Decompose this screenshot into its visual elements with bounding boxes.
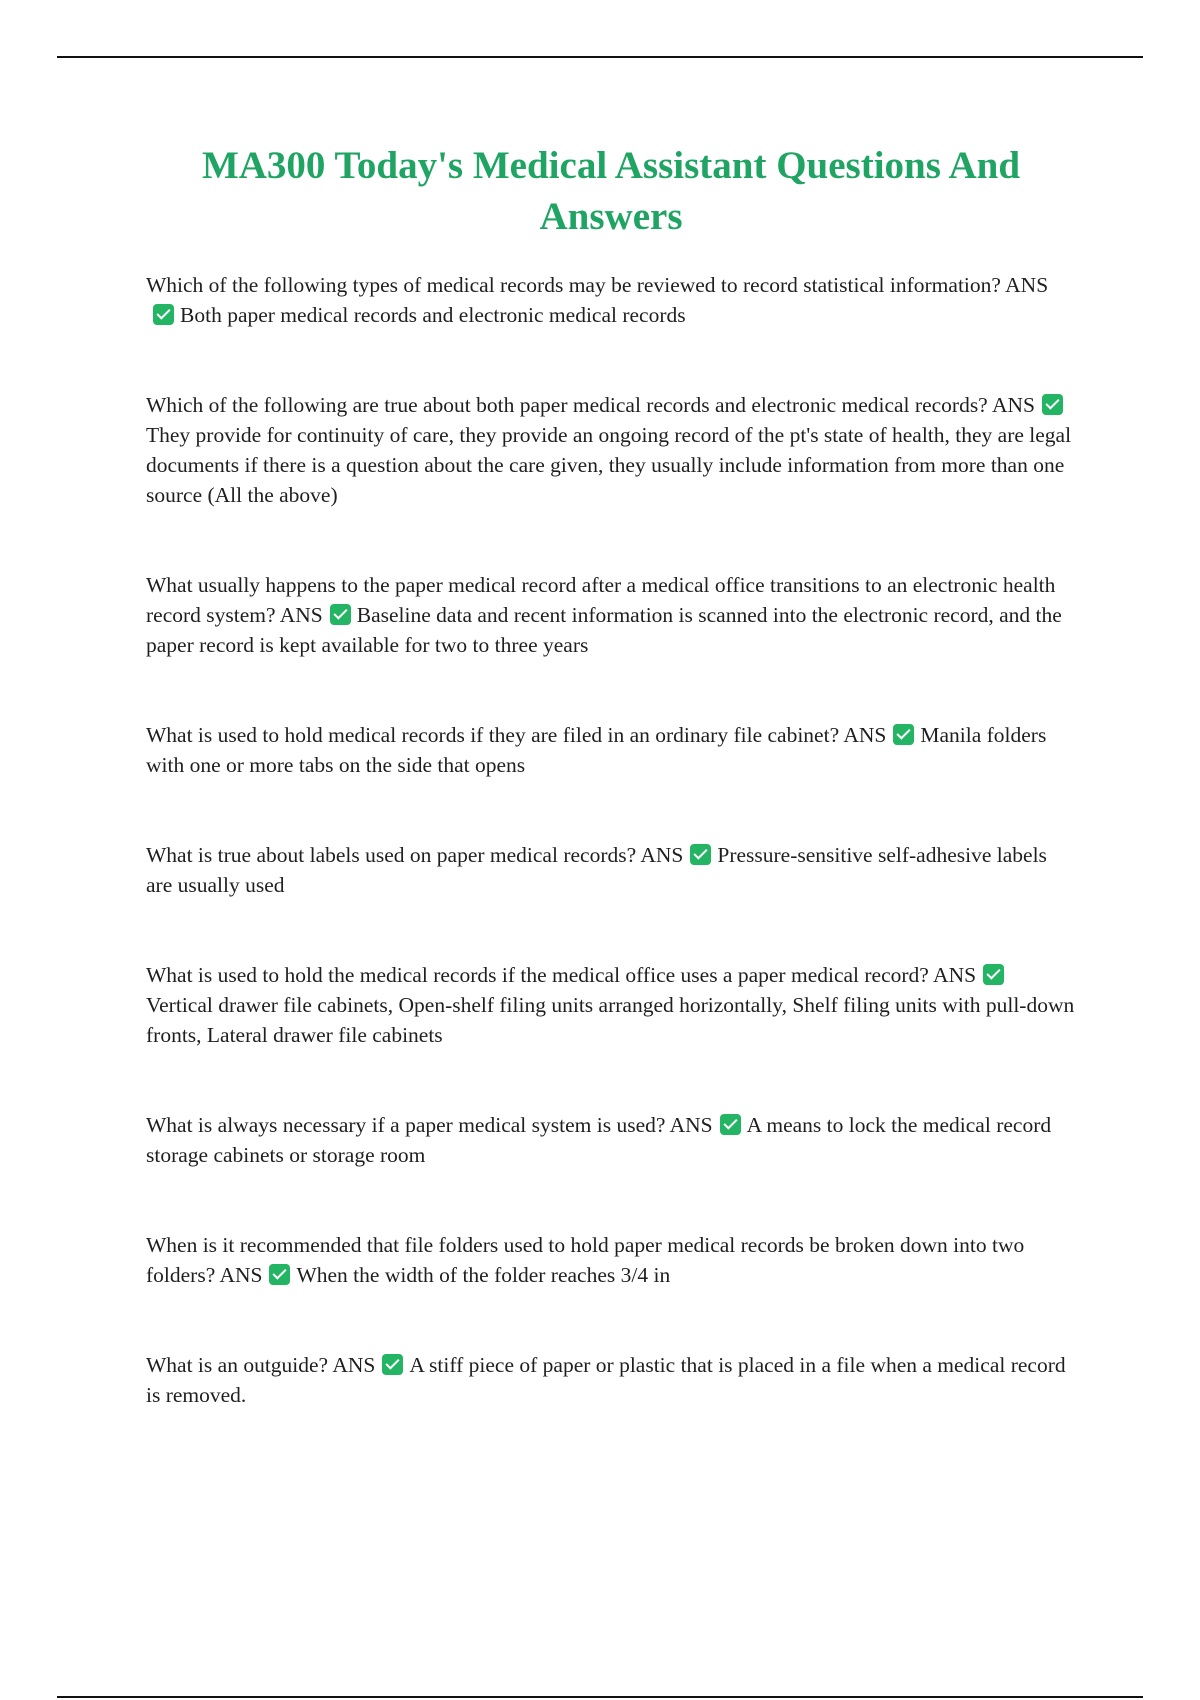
answer-marker: ANS bbox=[669, 1113, 713, 1137]
answer-text: A stiff piece of paper or plastic that is placed in a file when a medical record is removed. bbox=[146, 1353, 1066, 1407]
question-text: What usually happens to the paper medical record after a medical office transitions to an electronic health record system? bbox=[146, 573, 1056, 627]
question-text: What is used to hold the medical records if the medical office uses a paper medical record? bbox=[146, 963, 929, 987]
answer-text: Both paper medical records and electronic medical records bbox=[180, 303, 686, 327]
qa-item bbox=[146, 1350, 1076, 1410]
answer-text: Baseline data and recent information is scanned into the electronic record, and the paper record is kept available for two to three years bbox=[146, 603, 1062, 657]
question-text: What is an outguide? bbox=[146, 1353, 329, 1377]
answer-text: When the width of the folder reaches 3/4 in bbox=[296, 1263, 671, 1287]
qa-item bbox=[146, 270, 1076, 330]
question-text: What is true about labels used on paper medical records? bbox=[146, 843, 637, 867]
check-mark-icon bbox=[382, 1354, 403, 1375]
top-rule bbox=[57, 56, 1143, 58]
answer-text: A means to lock the medical record storage cabinets or storage room bbox=[146, 1113, 1052, 1167]
question-text: Which of the following types of medical records may be reviewed to record statistical information? bbox=[146, 273, 1001, 297]
answer-marker: ANS bbox=[279, 603, 323, 627]
bottom-rule bbox=[57, 1696, 1143, 1698]
answer-text: Vertical drawer file cabinets, Open-shelf filing units arranged horizontally, Shelf filing units with pull-down fronts, Lateral drawer file cabinets bbox=[146, 993, 1075, 1047]
check-mark-icon bbox=[269, 1264, 290, 1285]
qa-item bbox=[146, 1110, 1076, 1170]
answer-marker: ANS bbox=[843, 723, 887, 747]
qa-item bbox=[146, 960, 1076, 1050]
question-text: When is it recommended that file folders used to hold paper medical records be broken down into two folders? bbox=[146, 1233, 1025, 1287]
check-mark-icon bbox=[1042, 394, 1063, 415]
qa-item bbox=[146, 840, 1076, 900]
qa-item bbox=[146, 570, 1076, 660]
answer-text: Pressure-sensitive self-adhesive labels are usually used bbox=[146, 843, 1047, 897]
qa-item bbox=[146, 390, 1076, 510]
check-mark-icon bbox=[690, 844, 711, 865]
check-mark-icon bbox=[330, 604, 351, 625]
qa-item bbox=[146, 1230, 1076, 1290]
check-mark-icon bbox=[720, 1114, 741, 1135]
question-text: Which of the following are true about both paper medical records and electronic medical records? bbox=[146, 393, 988, 417]
answer-marker: ANS bbox=[640, 843, 684, 867]
question-text: What is always necessary if a paper medical system is used? bbox=[146, 1113, 666, 1137]
document-title: MA300 Today's Medical Assistant Questions And Answers bbox=[201, 144, 1021, 238]
qa-item bbox=[146, 720, 1076, 780]
qa-list bbox=[146, 270, 1076, 1410]
answer-marker: ANS bbox=[219, 1263, 263, 1287]
answer-text: Manila folders with one or more tabs on the side that opens bbox=[146, 723, 1047, 777]
check-mark-icon bbox=[153, 304, 174, 325]
answer-marker: ANS bbox=[332, 1353, 376, 1377]
answer-marker: ANS bbox=[1005, 273, 1049, 297]
question-text: What is used to hold medical records if they are filed in an ordinary file cabinet? bbox=[146, 723, 840, 747]
answer-marker: ANS bbox=[933, 963, 977, 987]
check-mark-icon bbox=[893, 724, 914, 745]
answer-marker: ANS bbox=[991, 393, 1035, 417]
check-mark-icon bbox=[983, 964, 1004, 985]
answer-text: They provide for continuity of care, they provide an ongoing record of the pt's state of health, they are legal documents if there is a question about the care given, they usually include information from more than one source (All the above) bbox=[146, 423, 1072, 507]
document-page bbox=[146, 140, 1076, 1410]
